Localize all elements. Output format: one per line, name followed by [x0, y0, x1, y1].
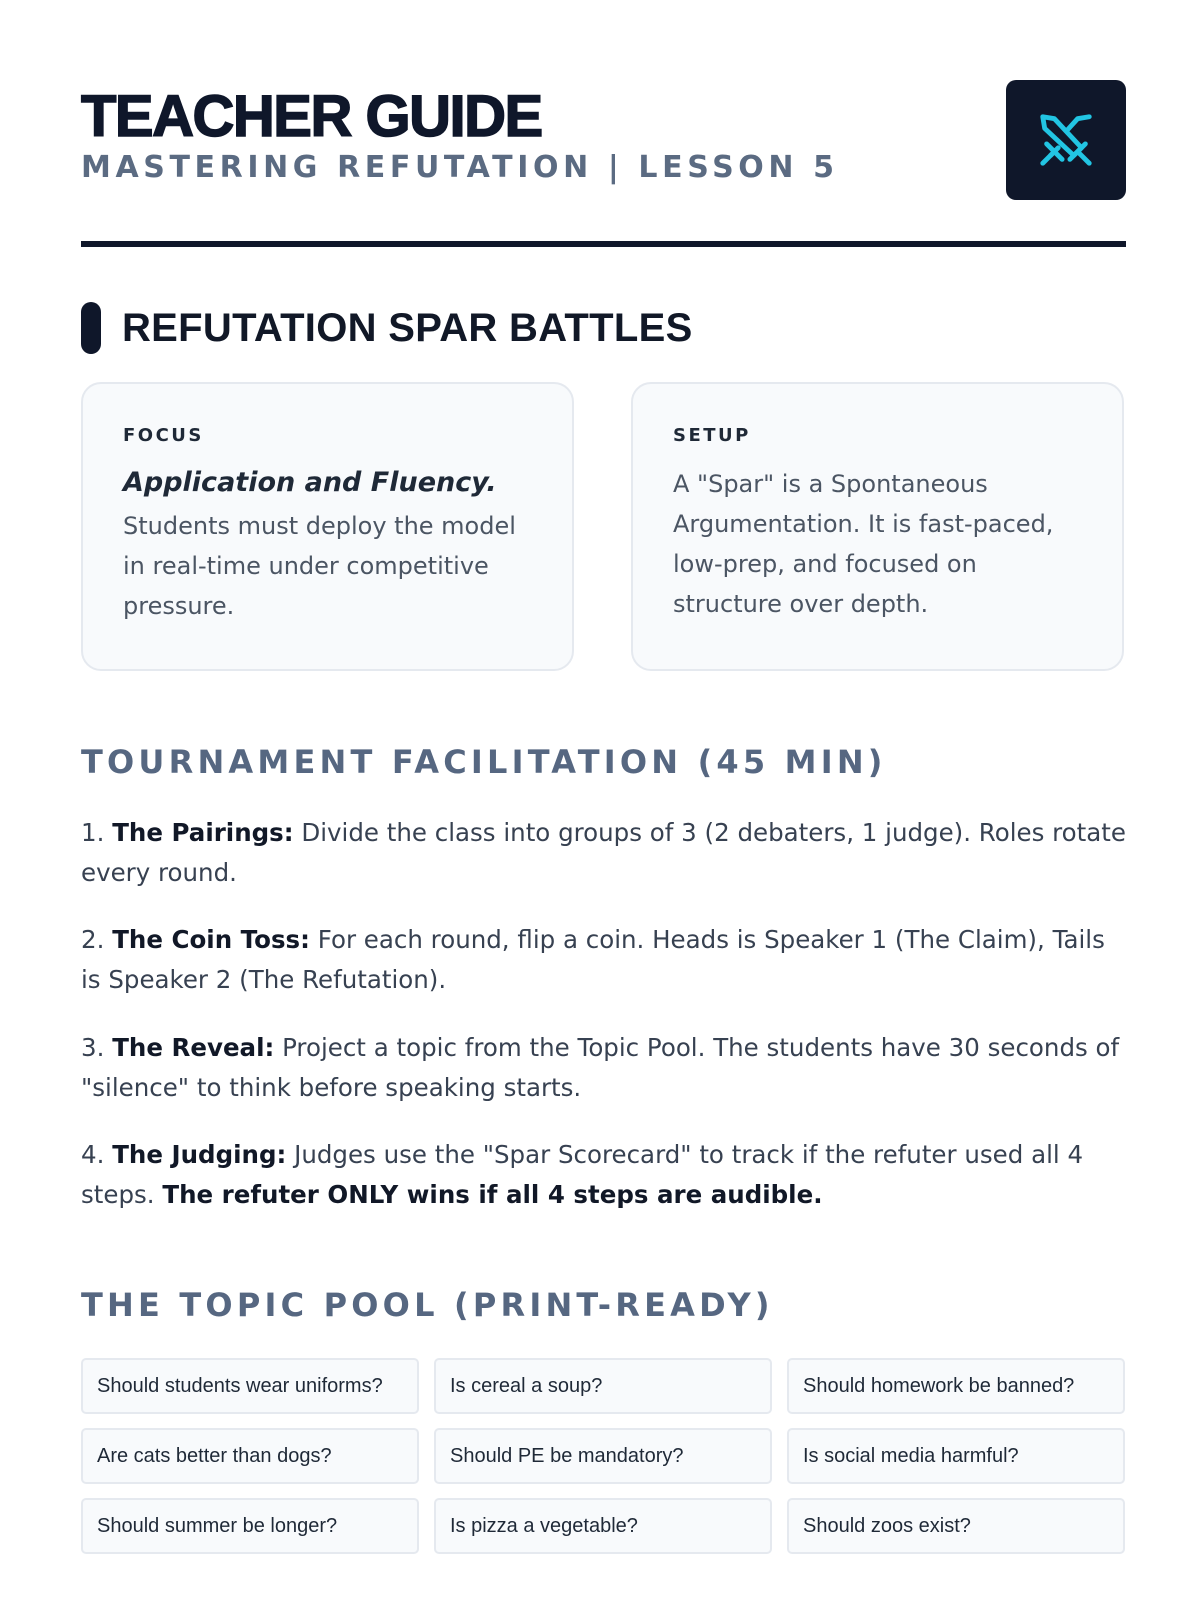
page-title: TEACHER GUIDE	[81, 84, 542, 149]
topic-card: Should students wear uniforms?	[81, 1358, 419, 1414]
section-title: REFUTATION SPAR BATTLES	[122, 306, 693, 350]
step-label: The Coin Toss:	[112, 925, 310, 954]
focus-label: FOCUS	[123, 425, 204, 446]
topic-card: Should zoos exist?	[787, 1498, 1125, 1554]
topic-card: Should homework be banned?	[787, 1358, 1125, 1414]
step-text: Divide the class into groups of 3 (2 debaters, 1 judge). Roles rotate every round.	[81, 818, 1126, 887]
step-text: Project a topic from the Topic Pool. The students have 30 seconds of "silence" to think before speaking starts.	[81, 1033, 1120, 1102]
setup-text: A "Spar" is a Spontaneous Argumentation. It is fast-paced, low-prep, and focused on structure over depth.	[673, 470, 1054, 618]
topic-card: Are cats better than dogs?	[81, 1428, 419, 1484]
facilitation-step	[81, 813, 1126, 893]
facilitation-step	[81, 920, 1126, 1000]
focus-card	[81, 382, 574, 671]
step-label: The Reveal:	[112, 1033, 275, 1062]
page-subtitle: MASTERING REFUTATION | LESSON 5	[81, 150, 839, 185]
section-accent-bar	[81, 302, 101, 354]
topic-card: Is cereal a soup?	[434, 1358, 772, 1414]
step-text: Judges use the "Spar Scorecard" to track if the refuter used all 4 steps.	[81, 1140, 1084, 1209]
focus-text: Students must deploy the model in real-time under competitive pressure.	[123, 512, 516, 620]
crossed-swords-icon	[1035, 109, 1097, 171]
step-label: The Pairings:	[112, 818, 294, 847]
focus-emphasis: Application and Fluency.	[123, 467, 497, 498]
logo-badge	[1006, 80, 1126, 200]
header-divider	[81, 241, 1126, 247]
step-number: 3.	[81, 1033, 105, 1062]
step-emphasis: The refuter ONLY wins if all 4 steps are audible.	[162, 1180, 823, 1209]
step-number: 1.	[81, 818, 105, 847]
setup-card	[631, 382, 1124, 671]
topic-card: Should PE be mandatory?	[434, 1428, 772, 1484]
topic-grid	[81, 1358, 1126, 1554]
step-text: For each round, flip a coin. Heads is Speaker 1 (The Claim), Tails is Speaker 2 (The Refutation).	[81, 925, 1105, 994]
facilitation-step	[81, 1028, 1126, 1108]
topic-pool-heading: THE TOPIC POOL (PRINT-READY)	[81, 1286, 774, 1324]
step-number: 2.	[81, 925, 105, 954]
facilitation-heading: TOURNAMENT FACILITATION (45 MIN)	[81, 743, 887, 781]
step-label: The Judging:	[112, 1140, 287, 1169]
setup-label: SETUP	[673, 425, 751, 446]
topic-card: Is pizza a vegetable?	[434, 1498, 772, 1554]
facilitation-step	[81, 1135, 1126, 1215]
page-header	[81, 80, 1126, 200]
topic-card: Should summer be longer?	[81, 1498, 419, 1554]
step-number: 4.	[81, 1140, 105, 1169]
topic-card: Is social media harmful?	[787, 1428, 1125, 1484]
